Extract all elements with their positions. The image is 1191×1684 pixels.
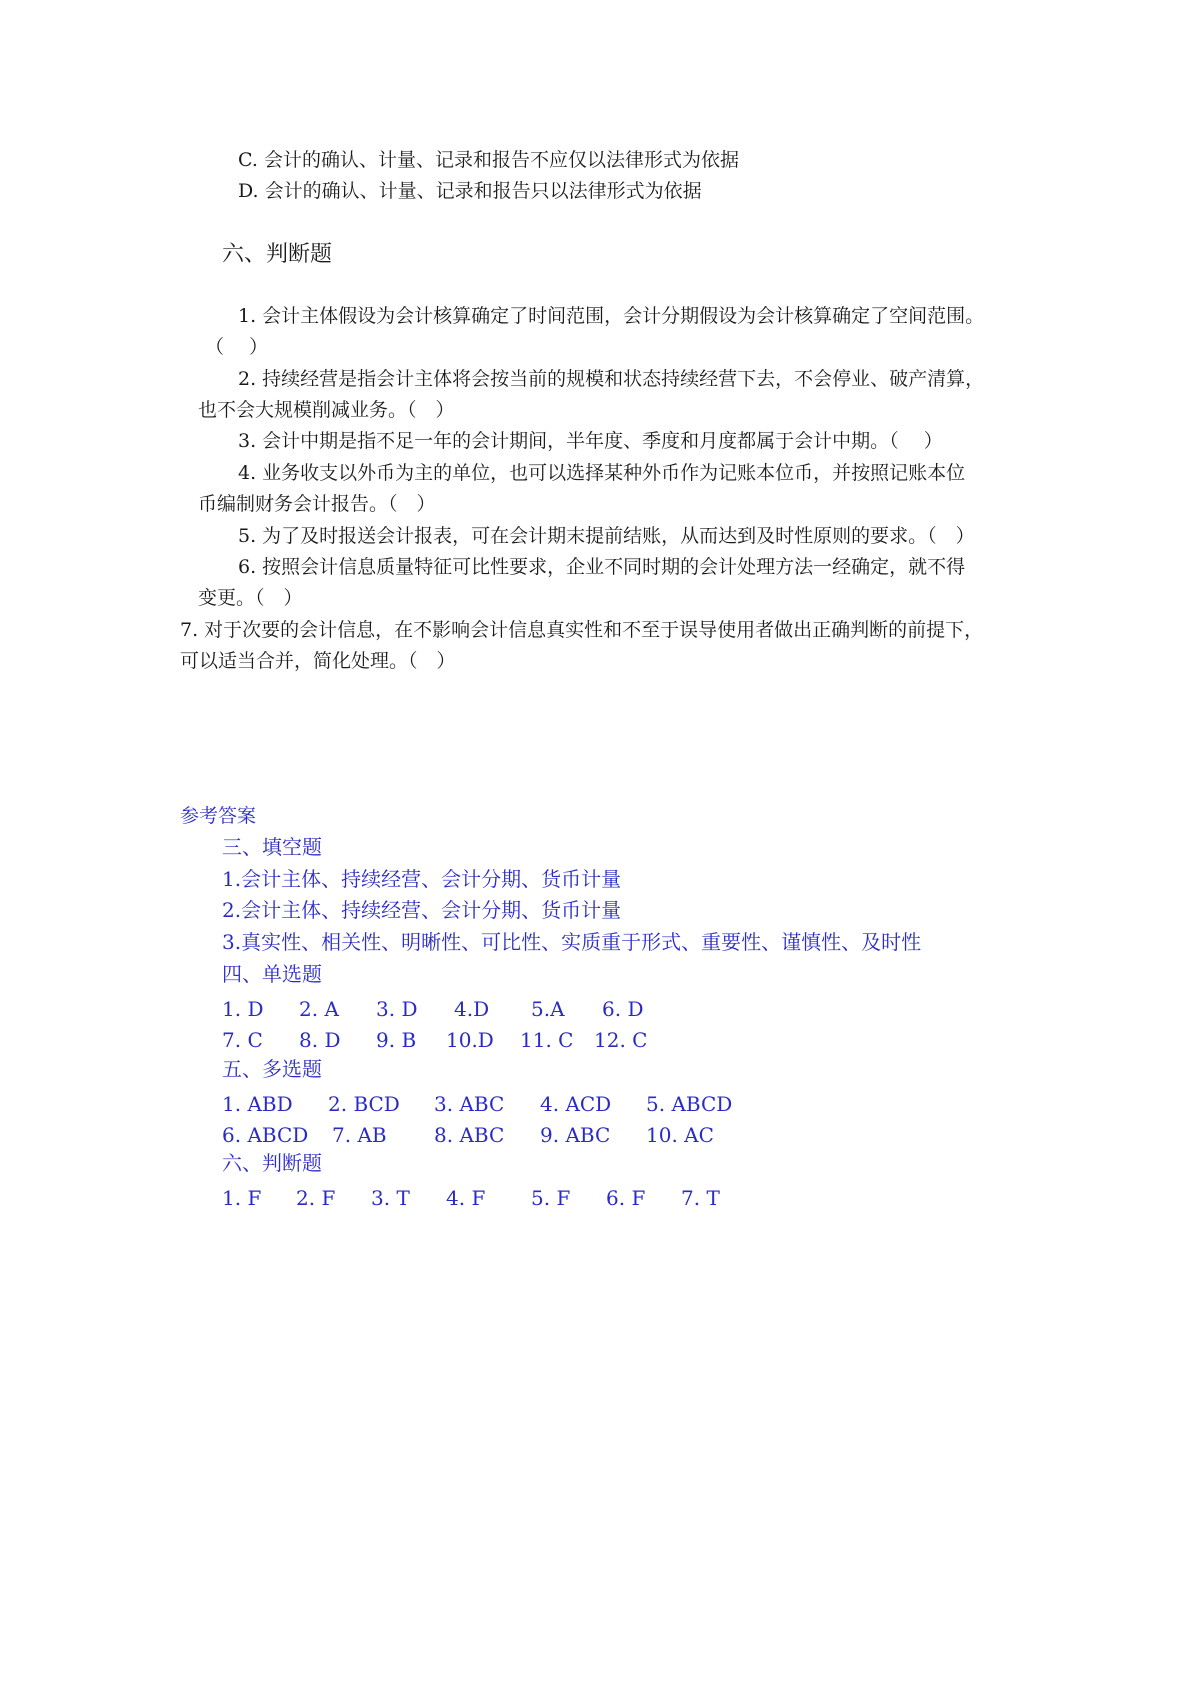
answers-multi-heading: 五、多选题 <box>222 1057 322 1081</box>
question-6-line-1: 6. 按照会计信息质量特征可比性要求，企业不同时期的会计处理方法一经确定，就不得 <box>238 556 966 578</box>
answers-fill-line-1: 1.会计主体、持续经营、会计分期、货币计量 <box>222 867 622 891</box>
answers-single-heading: 四、单选题 <box>222 962 322 986</box>
option-c: C. 会计的确认、计量、记录和报告不应仅以法律形式为依据 <box>238 149 739 171</box>
question-4-line-2: 币编制财务会计报告。（ ） <box>198 493 436 515</box>
answer-item: 3. D <box>376 997 418 1021</box>
question-2-line-1: 2. 持续经营是指会计主体将会按当前的规模和状态持续经营下去，不会停业、破产清算， <box>238 368 985 390</box>
question-5: 5. 为了及时报送会计报表，可在会计期末提前结账，从而达到及时性原则的要求。（ ） <box>238 525 975 547</box>
answer-item: 9. B <box>376 1028 417 1052</box>
question-1-line-2: （ ） <box>205 336 269 358</box>
answer-item: 5. F <box>531 1186 571 1210</box>
answer-item: 7. T <box>681 1186 720 1210</box>
answer-item: 8. ABC <box>434 1123 505 1147</box>
answer-item: 2. A <box>299 997 339 1021</box>
answer-item: 9. ABC <box>540 1123 611 1147</box>
answer-item: 2. BCD <box>328 1092 400 1116</box>
answer-item: 8. D <box>299 1028 341 1052</box>
answers-fill-heading: 三、填空题 <box>222 835 322 859</box>
answer-item: 3. ABC <box>434 1092 505 1116</box>
answer-item: 2. F <box>296 1186 336 1210</box>
answer-item: 11. C <box>520 1028 574 1052</box>
answer-item: 1. ABD <box>222 1092 293 1116</box>
answer-item: 4. ACD <box>540 1092 612 1116</box>
question-1-line-1: 1. 会计主体假设为会计核算确定了时间范围，会计分期假设为会计核算确定了空间范围。 <box>238 305 985 327</box>
answer-item: 4.D <box>454 997 490 1021</box>
answer-item: 6. ABCD <box>222 1123 309 1147</box>
answer-item: 4. F <box>446 1186 486 1210</box>
answers-judge-heading: 六、判断题 <box>222 1151 322 1175</box>
answers-fill-line-3: 3.真实性、相关性、明晰性、可比性、实质重于形式、重要性、谨慎性、及时性 <box>222 930 922 954</box>
option-d: D. 会计的确认、计量、记录和报告只以法律形式为依据 <box>238 180 702 202</box>
question-7-line-2: 可以适当合并，简化处理。（ ） <box>180 650 456 672</box>
question-7-line-1: 7. 对于次要的会计信息，在不影响会计信息真实性和不至于误导使用者做出正确判断的前提下， <box>180 619 984 641</box>
answer-item: 5.A <box>531 997 565 1021</box>
question-6-line-2: 变更。（ ） <box>198 587 303 609</box>
answers-title: 参考答案 <box>180 805 257 827</box>
answer-item: 3. T <box>371 1186 410 1210</box>
answer-item: 1. F <box>222 1186 262 1210</box>
answer-item: 7. C <box>222 1028 263 1052</box>
answer-item: 1. D <box>222 997 264 1021</box>
answer-item: 6. F <box>606 1186 646 1210</box>
question-4-line-1: 4. 业务收支以外币为主的单位，也可以选择某种外币作为记账本位币，并按照记账本位 <box>238 462 966 484</box>
question-3: 3. 会计中期是指不足一年的会计期间，半年度、季度和月度都属于会计中期。（ ） <box>238 430 943 452</box>
answer-item: 10.D <box>446 1028 494 1052</box>
answers-fill-line-2: 2.会计主体、持续经营、会计分期、货币计量 <box>222 898 622 922</box>
answer-item: 7. AB <box>332 1123 387 1147</box>
answer-item: 12. C <box>594 1028 648 1052</box>
answer-item: 6. D <box>602 997 644 1021</box>
section-title-judgement: 六、判断题 <box>222 242 333 267</box>
question-2-line-2: 也不会大规模削减业务。（ ） <box>198 399 455 421</box>
answer-item: 5. ABCD <box>646 1092 733 1116</box>
answer-item: 10. AC <box>646 1123 714 1147</box>
